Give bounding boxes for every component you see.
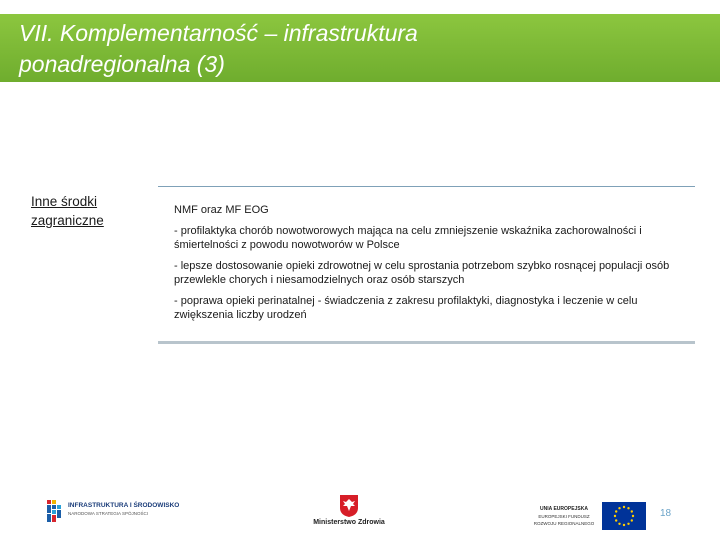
slide-title-line1: VII. Komplementarność – infrastruktura [19, 20, 418, 46]
table-top-rule [158, 186, 695, 187]
content-paragraph: - profilaktyka chorób nowotworowych mająca na celu zmniejszenie wskaźnika zachorowalności i śmiertelności z powodu nowotworów w Polsce [174, 224, 642, 251]
nss-emblem-icon [44, 498, 66, 526]
slide-title [19, 18, 709, 80]
logo-ue-title: UNIA EUROPEJSKA [540, 506, 588, 512]
content-heading: NMF oraz MF EOG [174, 204, 269, 216]
eu-erdf-logo [528, 502, 648, 532]
logo-mz-label: Ministerstwo Zdrowia [313, 519, 385, 526]
slide-title-line2: ponadregionalna (3) [19, 51, 225, 77]
content-paragraph: - poprawa opieki perinatalnej - świadczenia z zakresu profilaktyki, diagnostyka i leczenie w celu zwiększenia liczby urodzeń [174, 294, 638, 321]
title-bar [0, 14, 720, 82]
ministerstwo-zdrowia-logo [312, 492, 386, 530]
logo-is-subtitle: NARODOWA STRATEGIA SPÓJNOŚCI [68, 511, 149, 516]
section-label-line2: zagraniczne [31, 213, 104, 228]
infrastruktura-srodowisko-logo [44, 498, 194, 526]
logo-ue-line3: ROZWOJU REGIONALNEGO [533, 521, 595, 526]
eu-flag-icon [602, 502, 646, 530]
footer [0, 490, 720, 540]
logo-is-title: INFRASTRUKTURA I ŚRODOWISKO [68, 502, 180, 509]
logo-ue-line2: EUROPEJSKI FUNDUSZ [538, 514, 590, 519]
content-paragraph: - lepsze dostosowanie opieki zdrowotnej w celu sprostania potrzebom szybko rosnącej populacji osób przewlekle chorych i niesamodzielnych oraz osób starszych [174, 259, 670, 286]
table-bottom-rule [158, 341, 695, 344]
section-label-line1: Inne środki [31, 194, 98, 209]
polish-eagle-emblem-icon [312, 492, 386, 518]
section-label [31, 192, 141, 230]
content-cell [174, 203, 689, 329]
page-number: 18 [660, 508, 672, 519]
